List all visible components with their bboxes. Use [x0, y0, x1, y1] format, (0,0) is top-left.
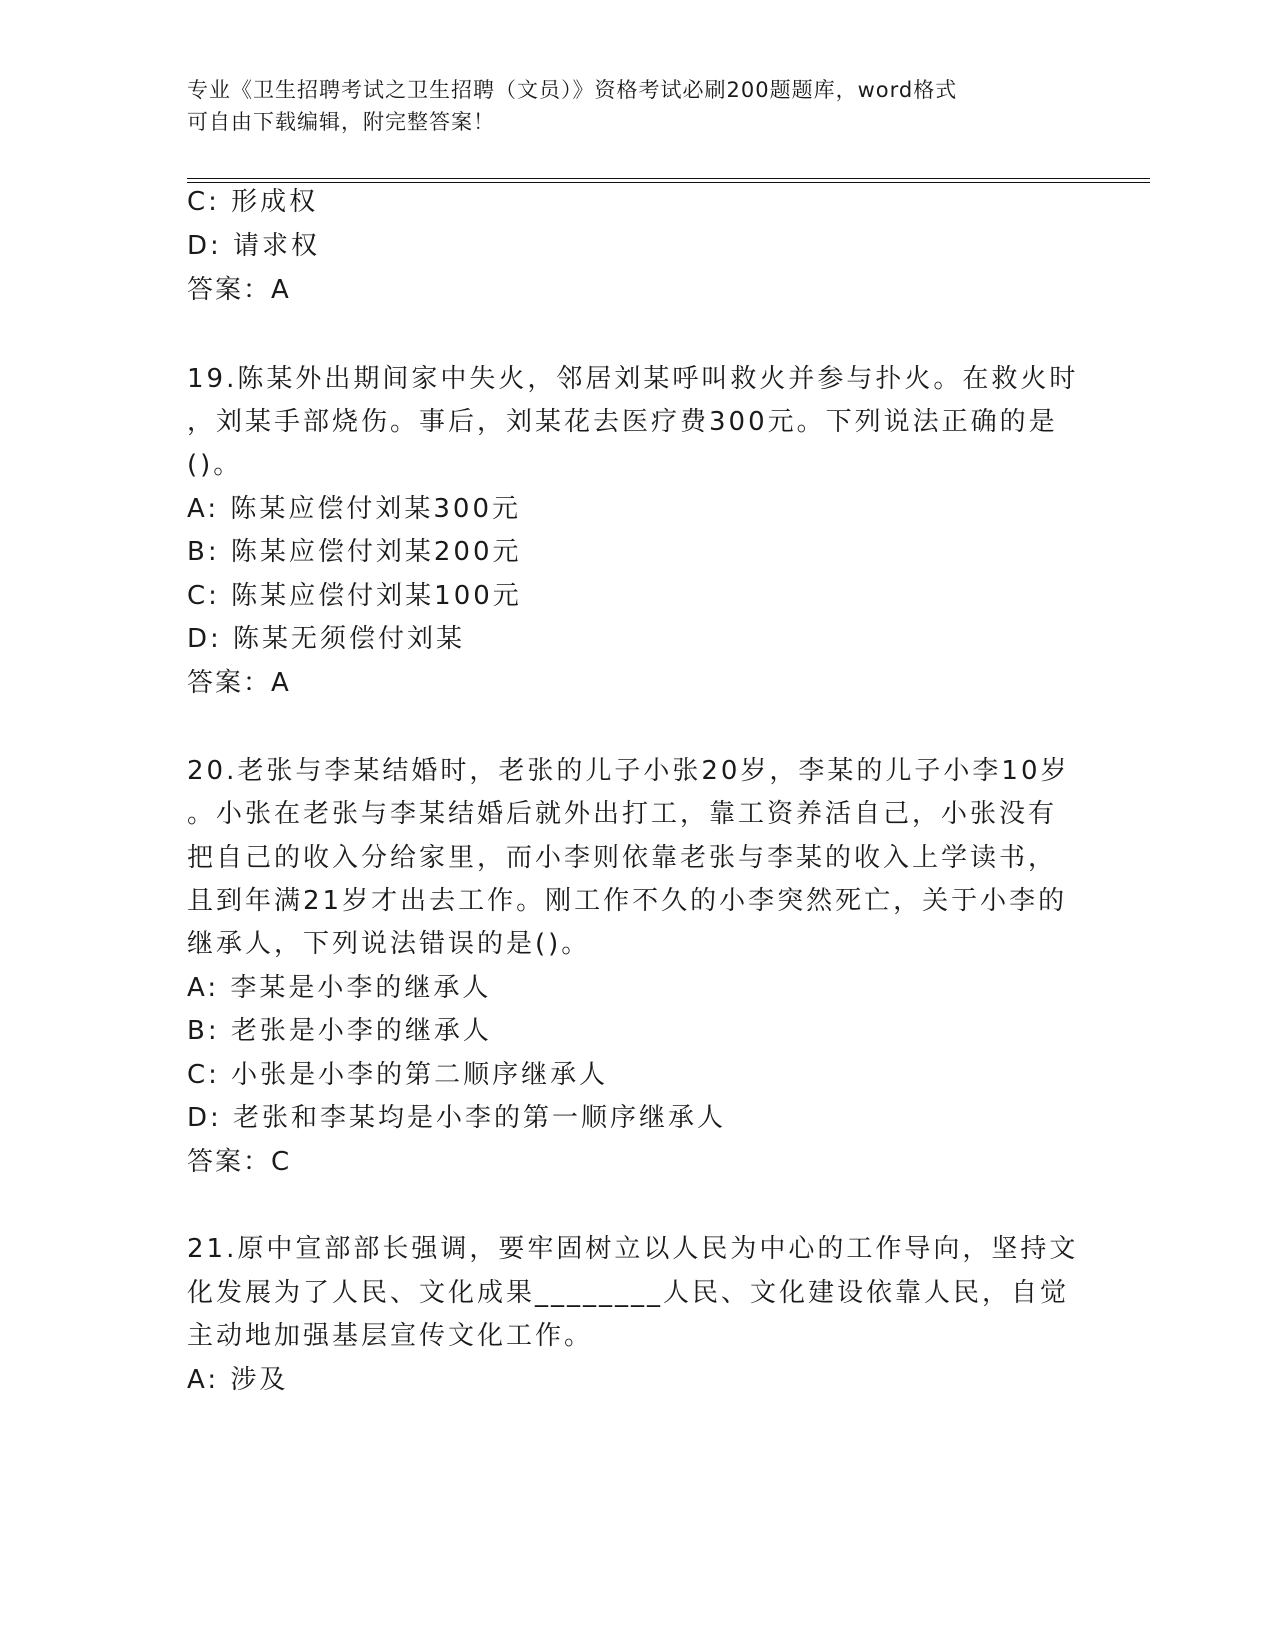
q21-text-line-3: 主动地加强基层宣传文化工作。 [187, 1321, 594, 1351]
q21-option-a: A: 涉及 [187, 1365, 289, 1395]
prev-option-c: C: 形成权 [187, 187, 319, 217]
q20-text-line-4: 且到年满21岁才出去工作。刚工作不久的小李突然死亡，关于小李的 [187, 886, 1068, 916]
q19-option-a: A: 陈某应偿付刘某300元 [187, 494, 521, 524]
q20-option-a: A: 李某是小李的继承人 [187, 973, 492, 1003]
header-line-1: 专业《卫生招聘考试之卫生招聘（文员）》资格考试必刷200题题库，word格式 [187, 78, 958, 102]
q20-text-line-5: 继承人，下列说法错误的是()。 [187, 929, 591, 959]
header-rule [187, 178, 1150, 183]
q20-option-c: C: 小张是小李的第二顺序继承人 [187, 1060, 609, 1090]
q20-answer: 答案：C [187, 1147, 292, 1177]
header-line-2: 可自由下载编辑，附完整答案！ [187, 110, 495, 134]
q19-option-c: C: 陈某应偿付刘某100元 [187, 581, 522, 611]
q19-answer: 答案：A [187, 668, 291, 698]
q21-text-line-1: 21.原中宣部部长强调，要牢固树立以人民为中心的工作导向，坚持文 [187, 1234, 1079, 1264]
page-header [187, 74, 1087, 138]
q19-option-b: B: 陈某应偿付刘某200元 [187, 537, 522, 567]
q19-text-line-2: ，刘某手部烧伤。事后，刘某花去医疗费300元。下列说法正确的是 [187, 407, 1058, 437]
q20-option-d: D: 老张和李某均是小李的第一顺序继承人 [187, 1103, 727, 1133]
q19-text-line-3: ()。 [187, 450, 243, 480]
prev-answer: 答案：A [187, 275, 291, 305]
q19-option-d: D: 陈某无须偿付刘某 [187, 624, 466, 654]
q20-text-line-1: 20.老张与李某结婚时，老张的儿子小张20岁，李某的儿子小李10岁 [187, 756, 1070, 786]
q20-text-line-2: 。小张在老张与李某结婚后就外出打工，靠工资养活自己，小张没有 [187, 799, 1058, 829]
q21-text-line-2: 化发展为了人民、文化成果________人民、文化建设依靠人民，自觉 [187, 1278, 1070, 1308]
q19-text-line-1: 19.陈某外出期间家中失火，邻居刘某呼叫救火并参与扑火。在救火时 [187, 364, 1079, 394]
q20-text-line-3: 把自己的收入分给家里，而小李则依靠老张与李某的收入上学读书， [187, 843, 1058, 873]
prev-option-d: D: 请求权 [187, 231, 321, 261]
q20-option-b: B: 老张是小李的继承人 [187, 1016, 492, 1046]
